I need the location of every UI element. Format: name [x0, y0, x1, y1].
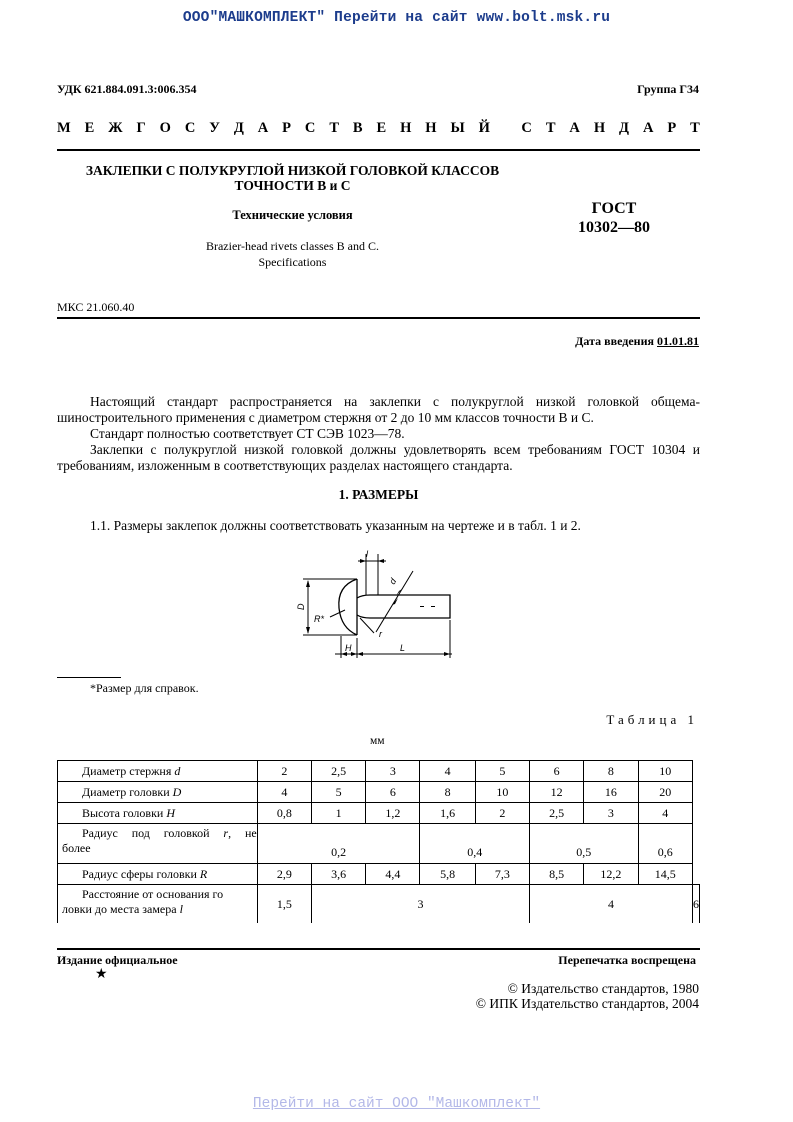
label-H: H [345, 643, 352, 653]
rivet-head-outline [339, 579, 357, 635]
document-subtitle: Технические условия [232, 208, 353, 222]
heading-letter [504, 120, 508, 137]
table-row [58, 864, 700, 885]
table-cell: 10 [638, 761, 692, 782]
heading-letter: О [159, 120, 171, 136]
table-row [58, 782, 700, 803]
intro-date-label: Дата введения [575, 334, 654, 348]
intro-date-value: 01.01.81 [657, 334, 699, 348]
table-cell: 12 [529, 782, 583, 803]
table-cell: 8,5 [529, 864, 583, 885]
table-cell: 4,4 [366, 864, 420, 885]
copyright-2004: © ИПК Издательство стандартов, 2004 [475, 996, 699, 1011]
table-cell: 4 [529, 885, 692, 924]
heading-letter: Р [282, 120, 291, 136]
heading-letter: Д [619, 120, 630, 136]
heading-letter: Ж [108, 120, 123, 136]
table-cell: 0,4 [420, 824, 529, 864]
label-D: D [296, 603, 306, 610]
arrow-l-left [360, 559, 366, 563]
paragraph-1: Настоящий стандарт распространяется на заклепки с полукруглой низкой головкой общемашиностроительного применения с диаметром стержня от 2 до 10 мм классов точности В и С. [57, 394, 700, 425]
table-cell: 2 [475, 803, 529, 824]
gost-code: 10302—80 [578, 219, 650, 236]
table-cell: 2 [257, 761, 311, 782]
document-title [60, 163, 525, 193]
table-row [58, 885, 700, 924]
arrow-D-top [306, 580, 310, 587]
heading-letter: Н [425, 120, 437, 136]
heading-letter: У [209, 120, 220, 136]
table-cell: 20 [638, 782, 692, 803]
arrow-D-bottom [306, 627, 310, 634]
row-label: Расстояние от основания го ловки до места замера l [58, 885, 258, 924]
table-cell: 8 [584, 761, 638, 782]
english-title [60, 238, 525, 270]
table-unit: мм [370, 735, 385, 747]
heading-letter: Р [667, 120, 677, 136]
row-label: Радиус под головкой r, не более [58, 824, 258, 864]
intro-text [57, 394, 700, 474]
table-cell: 4 [257, 782, 311, 803]
label-d: d [387, 576, 399, 587]
label-L: L [400, 643, 406, 653]
table-cell: 3 [584, 803, 638, 824]
table-cell: 14,5 [638, 864, 692, 885]
table-cell: 2,9 [257, 864, 311, 885]
table-cell: 4 [420, 761, 475, 782]
intro-date [575, 334, 699, 349]
udk-code: УДК 621.884.091.3:006.354 [57, 82, 197, 96]
R-leader [330, 610, 345, 617]
paragraph-1-1: 1.1. Размеры заклепок должны соответствовать указанным на чертеже и в табл. 1 и 2. [90, 518, 581, 533]
table-cell: 0,6 [638, 824, 692, 864]
table-cell: 5,8 [420, 864, 475, 885]
official-edition: Издание официальное [57, 953, 178, 967]
heading-letter: С [184, 120, 196, 136]
table-cell: 1,5 [257, 885, 311, 924]
table-cell: 10 [475, 782, 529, 803]
heading-letter: В [352, 120, 363, 136]
row-label: Диаметр головки D [58, 782, 258, 803]
table-cell: 6 [529, 761, 583, 782]
dimensions-table [57, 760, 700, 923]
standard-type-heading [57, 120, 700, 137]
heading-letter: А [257, 120, 269, 136]
title-line-1: ЗАКЛЕПКИ С ПОЛУКРУГЛОЙ НИЗКОЙ ГОЛОВКОЙ КЛАССОВ [85, 163, 500, 178]
table-caption: Таблица 1 [606, 712, 698, 727]
mks-code: МКС 21.060.40 [57, 300, 135, 314]
star-icon: ★ [95, 967, 108, 982]
table-cell: 3 [311, 885, 529, 924]
table-cell: 3,6 [311, 864, 365, 885]
copyright-1980: © Издательство стандартов, 1980 [507, 981, 699, 996]
heading-letter: Т [545, 120, 556, 136]
heading-letter: Ы [450, 120, 465, 136]
table-cell: 5 [311, 782, 365, 803]
table-cell: 6 [693, 885, 700, 924]
section-heading-sizes: 1. РАЗМЕРЫ [338, 487, 419, 502]
table-row [58, 803, 700, 824]
paragraph-3: Заклепки с полукруглой низкой головкой должны удовлетворять всем требованиям ГОСТ 10304 и требованиям, изложенным в соответствующих разделах настоящего стандарта. [57, 442, 700, 473]
heading-letter: Т [690, 120, 700, 136]
heading-letter: Й [478, 120, 490, 136]
label-R: R* [314, 614, 325, 624]
table-cell: 4 [638, 803, 692, 824]
arrow-d-1 [392, 598, 398, 605]
paragraph-2: Стандарт полностью соответствует СТ СЭВ 1023—78. [90, 426, 405, 441]
r-leader [360, 618, 374, 633]
table-cell: 16 [584, 782, 638, 803]
arrow-L-left [357, 652, 363, 656]
heading-letter: С [304, 120, 316, 136]
table-cell: 0,5 [529, 824, 638, 864]
reprint-notice: Перепечатка воспрещена [558, 953, 696, 967]
gost-label: ГОСТ [591, 200, 637, 217]
rivet-shank-outline [357, 595, 450, 618]
table-cell: 1,2 [366, 803, 420, 824]
label-r: r [379, 629, 382, 639]
table-cell: 1 [311, 803, 365, 824]
arrow-L-right [444, 652, 450, 656]
table-cell: 7,3 [475, 864, 529, 885]
heading-letter: Г [136, 120, 146, 136]
table-cell: 12,2 [584, 864, 638, 885]
label-l-top: l [366, 549, 368, 559]
heading-letter: А [642, 120, 654, 136]
group-code: Группа Г34 [637, 82, 699, 96]
footnote-divider [57, 677, 121, 678]
header-divider [57, 149, 700, 151]
header-site-link[interactable]: ООО"МАШКОМПЛЕКТ" Перейти на сайт www.bolt.msk.ru [182, 10, 611, 26]
gost-number [540, 199, 688, 237]
title-divider [57, 317, 700, 319]
table-cell: 5 [475, 761, 529, 782]
english-title-line-2: Specifications [258, 255, 327, 269]
table-cell: 0,8 [257, 803, 311, 824]
title-line-2: ТОЧНОСТИ В и С [234, 178, 351, 193]
table-row [58, 824, 700, 864]
table-cell: 1,6 [420, 803, 475, 824]
heading-letter: Е [84, 120, 95, 136]
heading-letter: Н [400, 120, 412, 136]
table-cell: 2,5 [311, 761, 365, 782]
footnote: *Размер для справок. [90, 681, 199, 695]
table-cell: 0,2 [257, 824, 420, 864]
heading-letter: С [521, 120, 532, 136]
footer-site-link[interactable]: Перейти на сайт ООО "Машкомплект" [252, 1096, 541, 1112]
table-cell: 2,5 [529, 803, 583, 824]
table-row [58, 761, 700, 782]
heading-letter: Н [593, 120, 606, 136]
heading-letter: А [569, 120, 580, 136]
english-title-line-1: Brazier-head rivets classes В and С. [205, 239, 380, 253]
heading-letter: Д [233, 120, 244, 136]
row-label: Радиус сферы головки R [58, 864, 258, 885]
table-cell: 6 [366, 782, 420, 803]
row-label: Высота головки H [58, 803, 258, 824]
heading-letter: М [57, 120, 71, 136]
table-cell: 3 [366, 761, 420, 782]
heading-letter: Е [376, 120, 387, 136]
arrow-H-right [351, 652, 357, 656]
table-cell: 8 [420, 782, 475, 803]
footer-divider [57, 948, 700, 950]
row-label: Диаметр стержня d [58, 761, 258, 782]
rivet-drawing [290, 546, 465, 664]
arrow-l-right [378, 559, 384, 563]
heading-letter: Т [329, 120, 339, 136]
